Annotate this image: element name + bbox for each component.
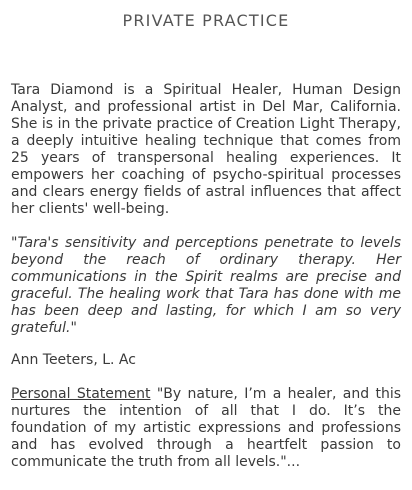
testimonial-attribution: Ann Teeters, L. Ac xyxy=(11,352,136,368)
personal-statement-link[interactable]: Personal Statement xyxy=(11,386,151,402)
personal-statement-paragraph xyxy=(11,386,401,471)
page-title: PRIVATE PRACTICE xyxy=(122,11,290,30)
testimonial-quote: "Tara's sensitivity and perceptions penetrate to levels beyond the reach of ordinary therapy. Her communications in the Spirit realms are precise and graceful. The healing work that Tara has done with me has been deep and lasting, for which I am so very grateful." xyxy=(11,235,401,336)
bio-paragraph: Tara Diamond is a Spiritual Healer, Human Design Analyst, and professional artist in Del Mar, California. She is in the private practice of Creation Light Therapy, a deeply intuitive healing technique that comes from 25 years of transpersonal healing experiences. It empowers her coaching of psycho-spiritual processes and clears energy fields of astral influences that affect her clients' well-being. xyxy=(11,82,401,217)
personal-statement-text: "By nature, I’m a healer, and this nurtures the intention of all that I do. It’s the foundation of my artistic expressions and professions and has evolved through a heartfelt passion to communicate the truth from all levels."... xyxy=(11,386,401,470)
